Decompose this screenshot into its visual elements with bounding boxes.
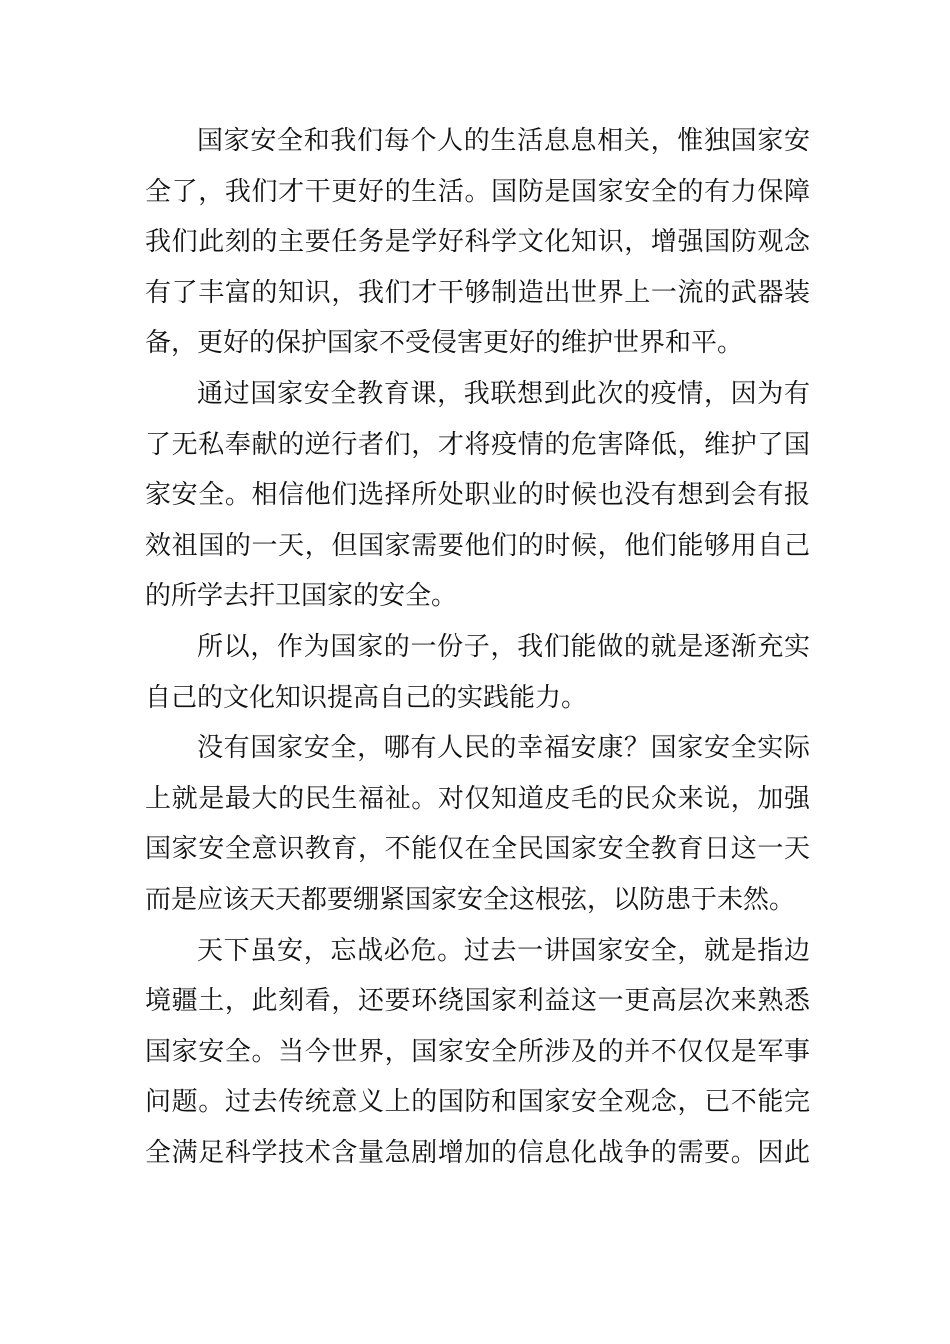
text-line: 全满足科学技术含量急剧增加的信息化战争的需要。因此: [145, 1137, 810, 1168]
text-line: 国家安全。当今世界，国家安全所涉及的并不仅仅是军事: [145, 1036, 810, 1067]
text-line: 了无私奉献的逆行者们，才将疫情的危害降低，维护了国: [145, 429, 810, 460]
text-line: 全了，我们才干更好的生活。国防是国家安全的有力保障: [145, 176, 810, 207]
text-line: 所以，作为国家的一份子，我们能做的就是逐渐充实: [197, 631, 810, 662]
text-line: 国家安全和我们每个人的生活息息相关，惟独国家安: [197, 126, 810, 156]
text-line: 家安全。相信他们选择所处职业的时候也没有想到会有报: [145, 480, 810, 511]
text-line: 而是应该天天都要绷紧国家安全这根弦，以防患于未然。: [145, 884, 796, 915]
text-line: 我们此刻的主要任务是学好科学文化知识，增强国防观念: [145, 227, 810, 258]
text-line: 天下虽安，忘战必危。过去一讲国家安全，就是指边: [197, 935, 810, 966]
text-line: 境疆土，此刻看，还要环绕国家利益这一更高层次来熟悉: [145, 986, 810, 1017]
text-line: 备，更好的保护国家不受侵害更好的维护世界和平。: [145, 328, 744, 359]
text-line: 效祖国的一天，但国家需要他们的时候，他们能够用自己: [145, 530, 810, 561]
text-line: 有了丰富的知识，我们才干够制造出世界上一流的武器装: [145, 277, 810, 308]
text-line: 通过国家安全教育课，我联想到此次的疫情，因为有: [197, 378, 810, 409]
text-line: 国家安全意识教育，不能仅在全民国家安全教育日这一天: [145, 834, 810, 865]
text-line: 问题。过去传统意义上的国防和国家安全观念，已不能完: [145, 1087, 810, 1118]
text-line: 自己的文化知识提高自己的实践能力。: [145, 682, 588, 713]
text-line: 的所学去扞卫国家的安全。: [145, 581, 458, 612]
document-body: [145, 116, 810, 1178]
text-line: 没有国家安全，哪有人民的幸福安康？国家安全实际: [197, 733, 810, 764]
text-line: 上就是最大的民生福祉。对仅知道皮毛的民众来说，加强: [145, 783, 810, 814]
